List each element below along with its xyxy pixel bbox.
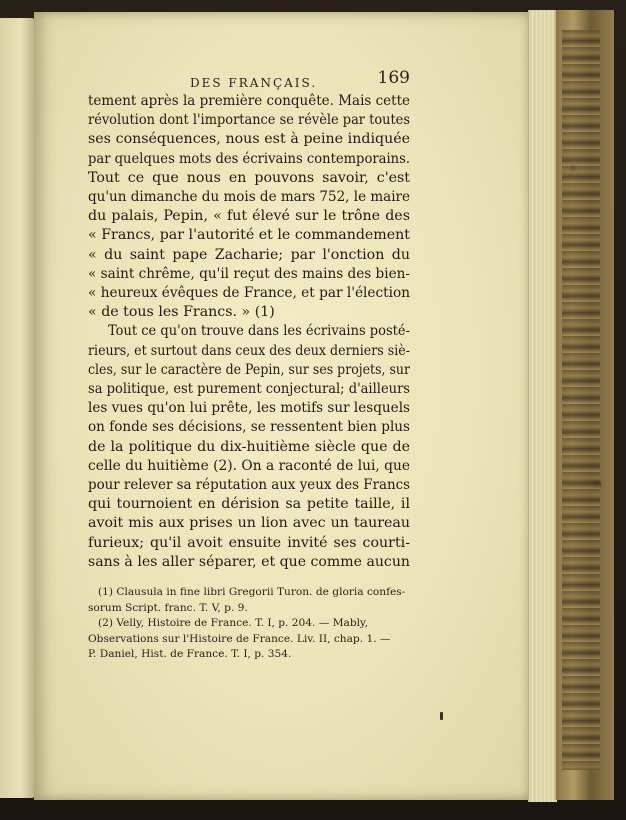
text-line: de la politique du dix-huitième siècle que de — [88, 438, 410, 455]
text-line: ses conséquences, nous est à peine indiquée — [88, 131, 410, 148]
text-line: « saint chrême, qu'il reçut des mains des bien- — [88, 265, 410, 282]
facing-page-edge — [0, 18, 34, 798]
text-line: tement après la première conquête. Mais cette — [88, 93, 410, 109]
text-line: « Francs, par l'autorité et le commandement — [88, 227, 410, 244]
footnotes — [88, 585, 410, 663]
text-line: sa politique, est purement conjectural; d'ailleurs — [88, 381, 410, 398]
text-line: « de tous les Francs. » (1) — [88, 304, 275, 321]
text-line: Tout ce que nous en pouvons savoir, c'est — [88, 169, 410, 186]
ink-mark — [440, 712, 443, 720]
body-text — [88, 92, 410, 572]
text-line: révolution dont l'importance se révèle par toutes — [88, 112, 410, 129]
text-line: pour relever sa réputation aux yeux des Francs — [88, 477, 410, 494]
text-line: « heureux évêques de France, et par l'élection — [88, 285, 410, 302]
text-line: sans à les aller séparer, et que comme aucun — [88, 553, 410, 570]
footnote-line: (1) Clausula in fine libri Gregorii Turon. de gloria confes- — [98, 586, 406, 598]
text-line: les vues qu'on lui prête, les motifs sur lesquels — [88, 400, 410, 417]
text-line: qu'un dimanche du mois de mars 752, le maire — [88, 189, 410, 206]
footnote-line: P. Daniel, Hist. de France. T. I, p. 354. — [88, 648, 292, 660]
text-line: avoit mis aux prises un lion avec un taureau — [88, 515, 410, 532]
text-line: rieurs, et surtout dans ceux des deux derniers siè- — [88, 342, 410, 359]
text-line: cles, sur le caractère de Pepin, sur ses projets, sur — [88, 361, 410, 378]
paragraph-start-line: Tout ce qu'on trouve dans les écrivains posté- — [108, 323, 410, 340]
footnote-line: sorum Script. franc. T. V, p. 9. — [88, 601, 248, 614]
page-number: 169 — [377, 68, 410, 88]
text-line: qui tournoient en dérision sa petite taille, il — [88, 496, 410, 513]
running-head: DES FRANÇAIS. — [190, 76, 318, 90]
page-header — [90, 68, 410, 94]
text-line: du palais, Pepin, « fut élevé sur le trône des — [88, 208, 410, 225]
text-line: celle du huitième (2). On a raconté de lui, que — [88, 457, 410, 474]
text-line: « du saint pape Zacharie; par l'onction du — [88, 246, 410, 263]
text-line: furieux; qu'il avoit ensuite invité ses courti- — [88, 534, 410, 551]
text-line: par quelques mots des écrivains contemporains. — [88, 150, 410, 167]
footnote-line: Observations sur l'Histoire de France. Liv. II, chap. 1. — — [88, 632, 391, 645]
marbled-cover-pattern — [562, 30, 600, 770]
page-stack-edges — [528, 10, 557, 802]
footnote-line: (2) Velly, Histoire de France. T. I, p. 204. — Mably, — [98, 617, 368, 629]
text-line: on fonde ses décisions, se ressentent bien plus — [88, 419, 410, 436]
